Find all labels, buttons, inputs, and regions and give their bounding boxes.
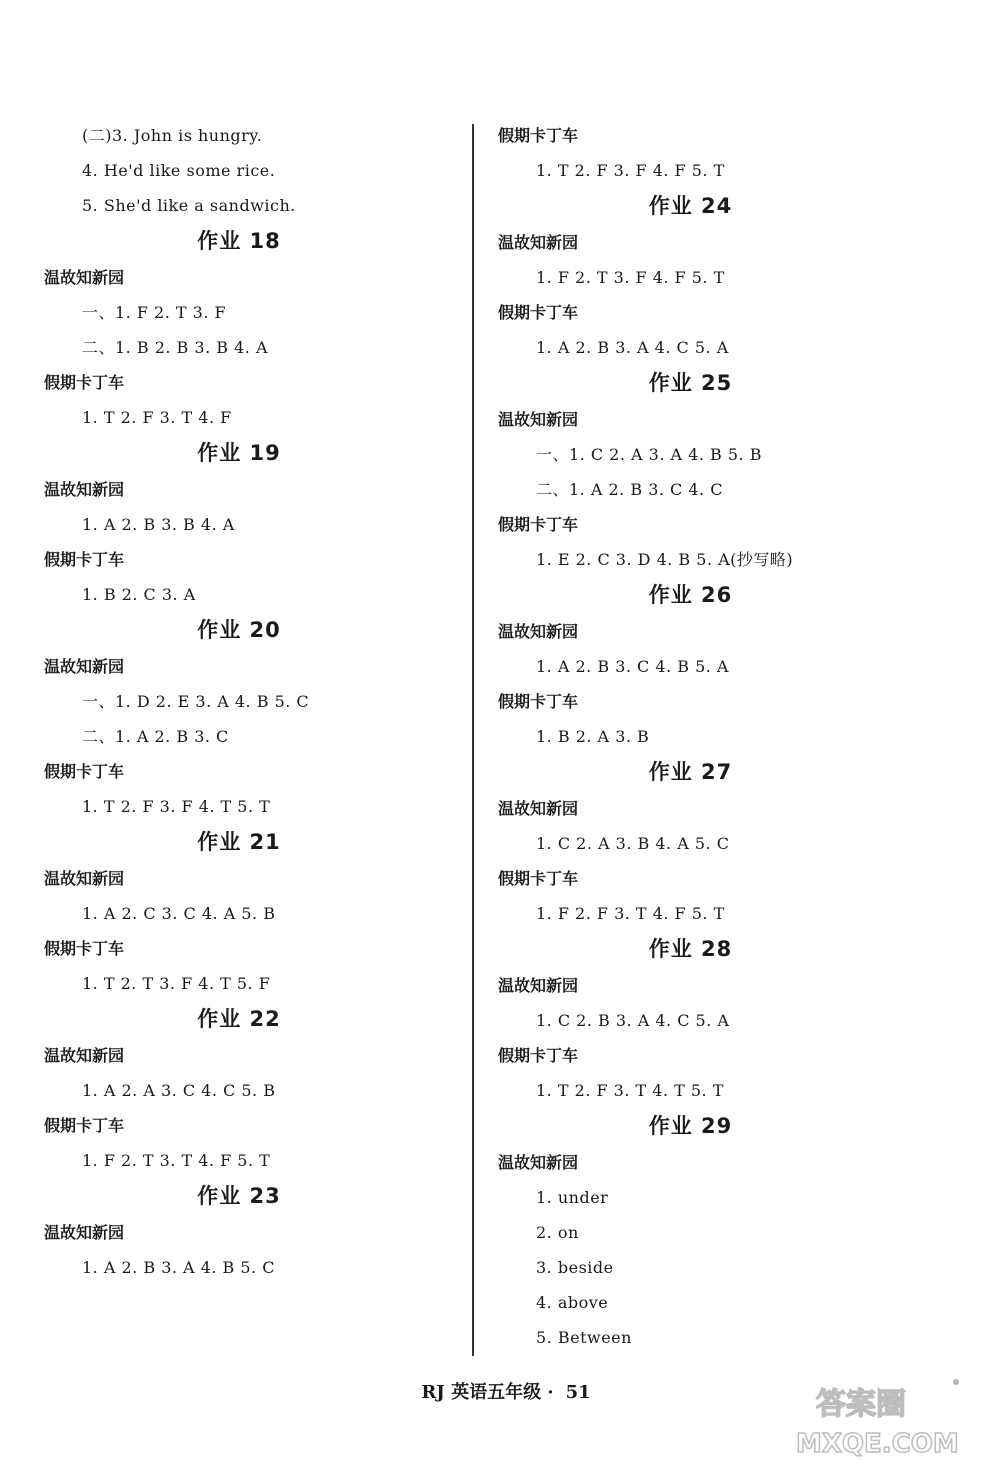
section-label: 温故知新园 <box>44 268 125 287</box>
answer-line: 1. F 2. F 3. T 4. F 5. T <box>536 904 725 923</box>
section-label: 假期卡丁车 <box>44 939 125 958</box>
section-label: 温故知新园 <box>44 1223 125 1242</box>
section-label: 温故知新园 <box>498 233 579 252</box>
page-number: 51 <box>565 1382 591 1403</box>
answer-line: 3. beside <box>536 1258 614 1277</box>
answer-line: 二、1. B 2. B 3. B 4. A <box>82 338 268 357</box>
assignment-heading: 作业 29 <box>648 1114 733 1138</box>
column-divider <box>472 124 474 1356</box>
section-label: 假期卡丁车 <box>498 869 579 888</box>
section-label: 假期卡丁车 <box>498 515 579 534</box>
answer-line: 1. T 2. F 3. F 4. T 5. T <box>82 797 271 816</box>
answer-line: 1. T 2. F 3. F 4. F 5. T <box>536 161 725 180</box>
assignment-heading: 作业 24 <box>648 194 733 218</box>
section-label: 假期卡丁车 <box>44 762 125 781</box>
svg-text:MXQE.COM: MXQE.COM <box>796 1429 959 1459</box>
section-label: 假期卡丁车 <box>44 1116 125 1135</box>
answer-line: 4. He'd like some rice. <box>82 161 276 180</box>
answer-line: 一、1. D 2. E 3. A 4. B 5. C <box>82 692 310 711</box>
answer-line: (二)3. John is hungry. <box>82 126 263 145</box>
answer-line: 一、1. F 2. T 3. F <box>82 303 227 322</box>
section-label: 温故知新园 <box>44 1046 125 1065</box>
answer-line: 1. A 2. B 3. B 4. A <box>82 515 235 534</box>
answer-line: 1. B 2. C 3. A <box>82 585 196 604</box>
assignment-heading: 作业 22 <box>197 1007 281 1031</box>
answer-line: 二、1. A 2. B 3. C <box>82 727 229 746</box>
section-label: 假期卡丁车 <box>44 550 125 569</box>
answer-line: 1. E 2. C 3. D 4. B 5. A(抄写略) <box>536 550 794 569</box>
answer-line: 1. A 2. B 3. C 4. B 5. A <box>536 657 729 676</box>
answer-line: 1. B 2. A 3. B <box>536 727 650 746</box>
watermark-logo <box>786 1372 986 1462</box>
assignment-heading: 作业 19 <box>197 441 281 465</box>
section-label: 温故知新园 <box>44 657 125 676</box>
answer-line: 1. T 2. T 3. F 4. T 5. F <box>82 974 271 993</box>
section-label: 假期卡丁车 <box>498 692 579 711</box>
answer-line: 5. Between <box>536 1328 632 1347</box>
assignment-heading: 作业 18 <box>197 229 281 253</box>
answer-line: 4. above <box>536 1293 609 1312</box>
section-label: 假期卡丁车 <box>498 126 579 145</box>
section-label: 温故知新园 <box>498 976 579 995</box>
section-label: 假期卡丁车 <box>498 303 579 322</box>
assignment-heading: 作业 23 <box>197 1184 281 1208</box>
answer-line: 二、1. A 2. B 3. C 4. C <box>536 480 723 499</box>
answer-line: 1. A 2. B 3. A 4. B 5. C <box>82 1258 275 1277</box>
section-label: 温故知新园 <box>44 869 125 888</box>
answer-line: 1. C 2. A 3. B 4. A 5. C <box>536 834 730 853</box>
footer-label: RJ 英语五年级 · <box>421 1382 554 1403</box>
assignment-heading: 作业 21 <box>197 830 281 854</box>
assignment-heading: 作业 27 <box>648 760 733 784</box>
answer-line: 1. T 2. F 3. T 4. T 5. T <box>536 1081 724 1100</box>
answer-line: 一、1. C 2. A 3. A 4. B 5. B <box>536 445 762 464</box>
left-column <box>44 118 454 1285</box>
answer-line: 1. F 2. T 3. T 4. F 5. T <box>82 1151 271 1170</box>
answer-line: 5. She'd like a sandwich. <box>82 196 296 215</box>
assignment-heading: 作业 28 <box>648 937 733 961</box>
section-label: 温故知新园 <box>498 799 579 818</box>
answer-line: 1. T 2. F 3. T 4. F <box>82 408 232 427</box>
section-label: 温故知新园 <box>498 410 579 429</box>
section-label: 假期卡丁车 <box>498 1046 579 1065</box>
right-column <box>498 118 938 1355</box>
section-label: 假期卡丁车 <box>44 373 125 392</box>
answer-line: 2. on <box>536 1223 579 1242</box>
answer-line: 1. A 2. A 3. C 4. C 5. B <box>82 1081 276 1100</box>
assignment-heading: 作业 26 <box>648 583 733 607</box>
answer-line: 1. C 2. B 3. A 4. C 5. A <box>536 1011 730 1030</box>
answer-line: 1. F 2. T 3. F 4. F 5. T <box>536 268 725 287</box>
answer-line: 1. under <box>536 1188 609 1207</box>
assignment-heading: 作业 25 <box>648 371 733 395</box>
section-label: 温故知新园 <box>498 622 579 641</box>
svg-text:答案圈: 答案圈 <box>816 1387 906 1422</box>
answer-line: 1. A 2. C 3. C 4. A 5. B <box>82 904 276 923</box>
section-label: 温故知新园 <box>498 1153 579 1172</box>
assignment-heading: 作业 20 <box>197 618 281 642</box>
section-label: 温故知新园 <box>44 480 125 499</box>
answer-line: 1. A 2. B 3. A 4. C 5. A <box>536 338 729 357</box>
